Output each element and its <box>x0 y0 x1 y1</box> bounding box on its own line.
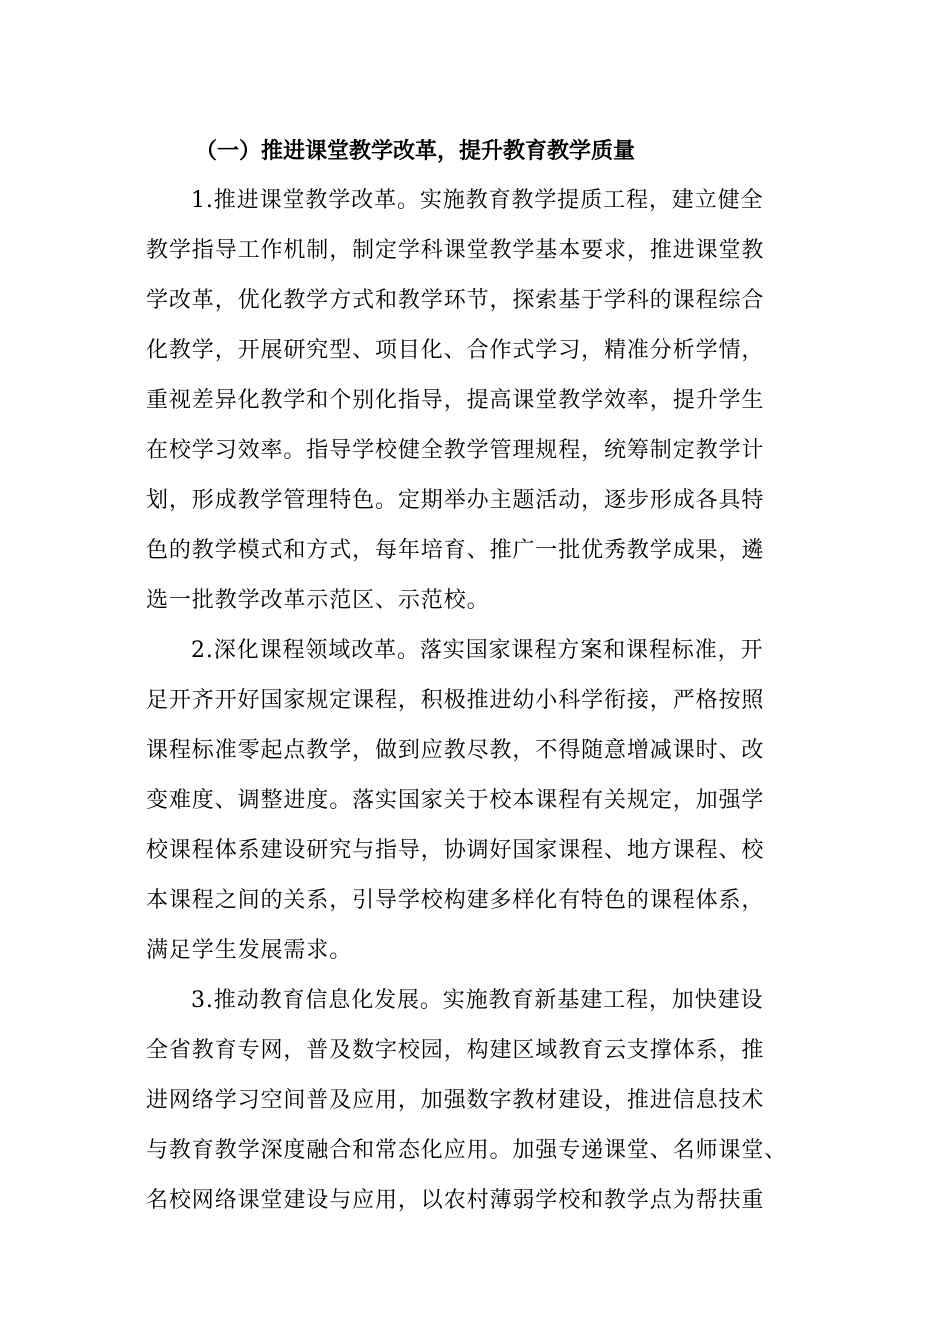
section-heading: （一）推进课堂教学改革，提升教育教学质量 <box>195 139 636 164</box>
paragraph-2-line-5: 校课程体系建设研究与指导，协调好国家课程、地方课程、校 <box>146 838 765 863</box>
paragraph-1-line-4: 化教学，开展研究型、项目化、合作式学习，精准分析学情， <box>146 338 765 363</box>
paragraph-3-line-4: 与教育教学深度融合和常态化应用。加强专递课堂、名师课堂、 <box>146 1138 788 1163</box>
paragraph-1-line-2: 教学指导工作机制，制定学科课堂教学基本要求，推进课堂教 <box>146 238 765 263</box>
paragraph-2-line-2: 足开齐开好国家规定课程，积极推进幼小科学衔接，严格按照 <box>146 688 765 713</box>
paragraph-2-line-4: 变难度、调整进度。落实国家关于校本课程有关规定，加强学 <box>146 788 765 813</box>
paragraph-1-line-3: 学改革，优化教学方式和教学环节，探索基于学科的课程综合 <box>146 288 765 313</box>
paragraph-1-line-8: 色的教学模式和方式，每年培育、推广一批优秀教学成果，遴 <box>146 538 765 563</box>
paragraph-3-line-3: 进网络学习空间普及应用，加强数字教材建设，推进信息技术 <box>146 1088 765 1113</box>
paragraph-3-line-1: 3.推动教育信息化发展。实施教育新基建工程，加快建设 <box>191 988 764 1013</box>
paragraph-2-line-6: 本课程之间的关系，引导学校构建多样化有特色的课程体系， <box>146 888 765 913</box>
paragraph-2-line-3: 课程标准零起点教学，做到应教尽教，不得随意增减课时、改 <box>146 738 765 763</box>
paragraph-1-line-6: 在校学习效率。指导学校健全教学管理规程，统筹制定教学计 <box>146 438 765 463</box>
paragraph-1-line-5: 重视差异化教学和个别化指导，提高课堂教学效率，提升学生 <box>146 388 765 413</box>
paragraph-1-line-7: 划，形成教学管理特色。定期举办主题活动，逐步形成各具特 <box>146 488 765 513</box>
paragraph-3-line-5: 名校网络课堂建设与应用，以农村薄弱学校和教学点为帮扶重 <box>146 1188 765 1213</box>
paragraph-3-line-2: 全省教育专网，普及数字校园，构建区域教育云支撑体系，推 <box>146 1038 765 1063</box>
paragraph-1-line-1: 1.推进课堂教学改革。实施教育教学提质工程，建立健全 <box>191 188 764 213</box>
paragraph-2-line-7: 满足学生发展需求。 <box>146 938 353 963</box>
paragraph-1-line-9: 选一批教学改革示范区、示范校。 <box>146 588 490 613</box>
paragraph-2-line-1: 2.深化课程领域改革。落实国家课程方案和课程标准，开 <box>191 638 764 663</box>
